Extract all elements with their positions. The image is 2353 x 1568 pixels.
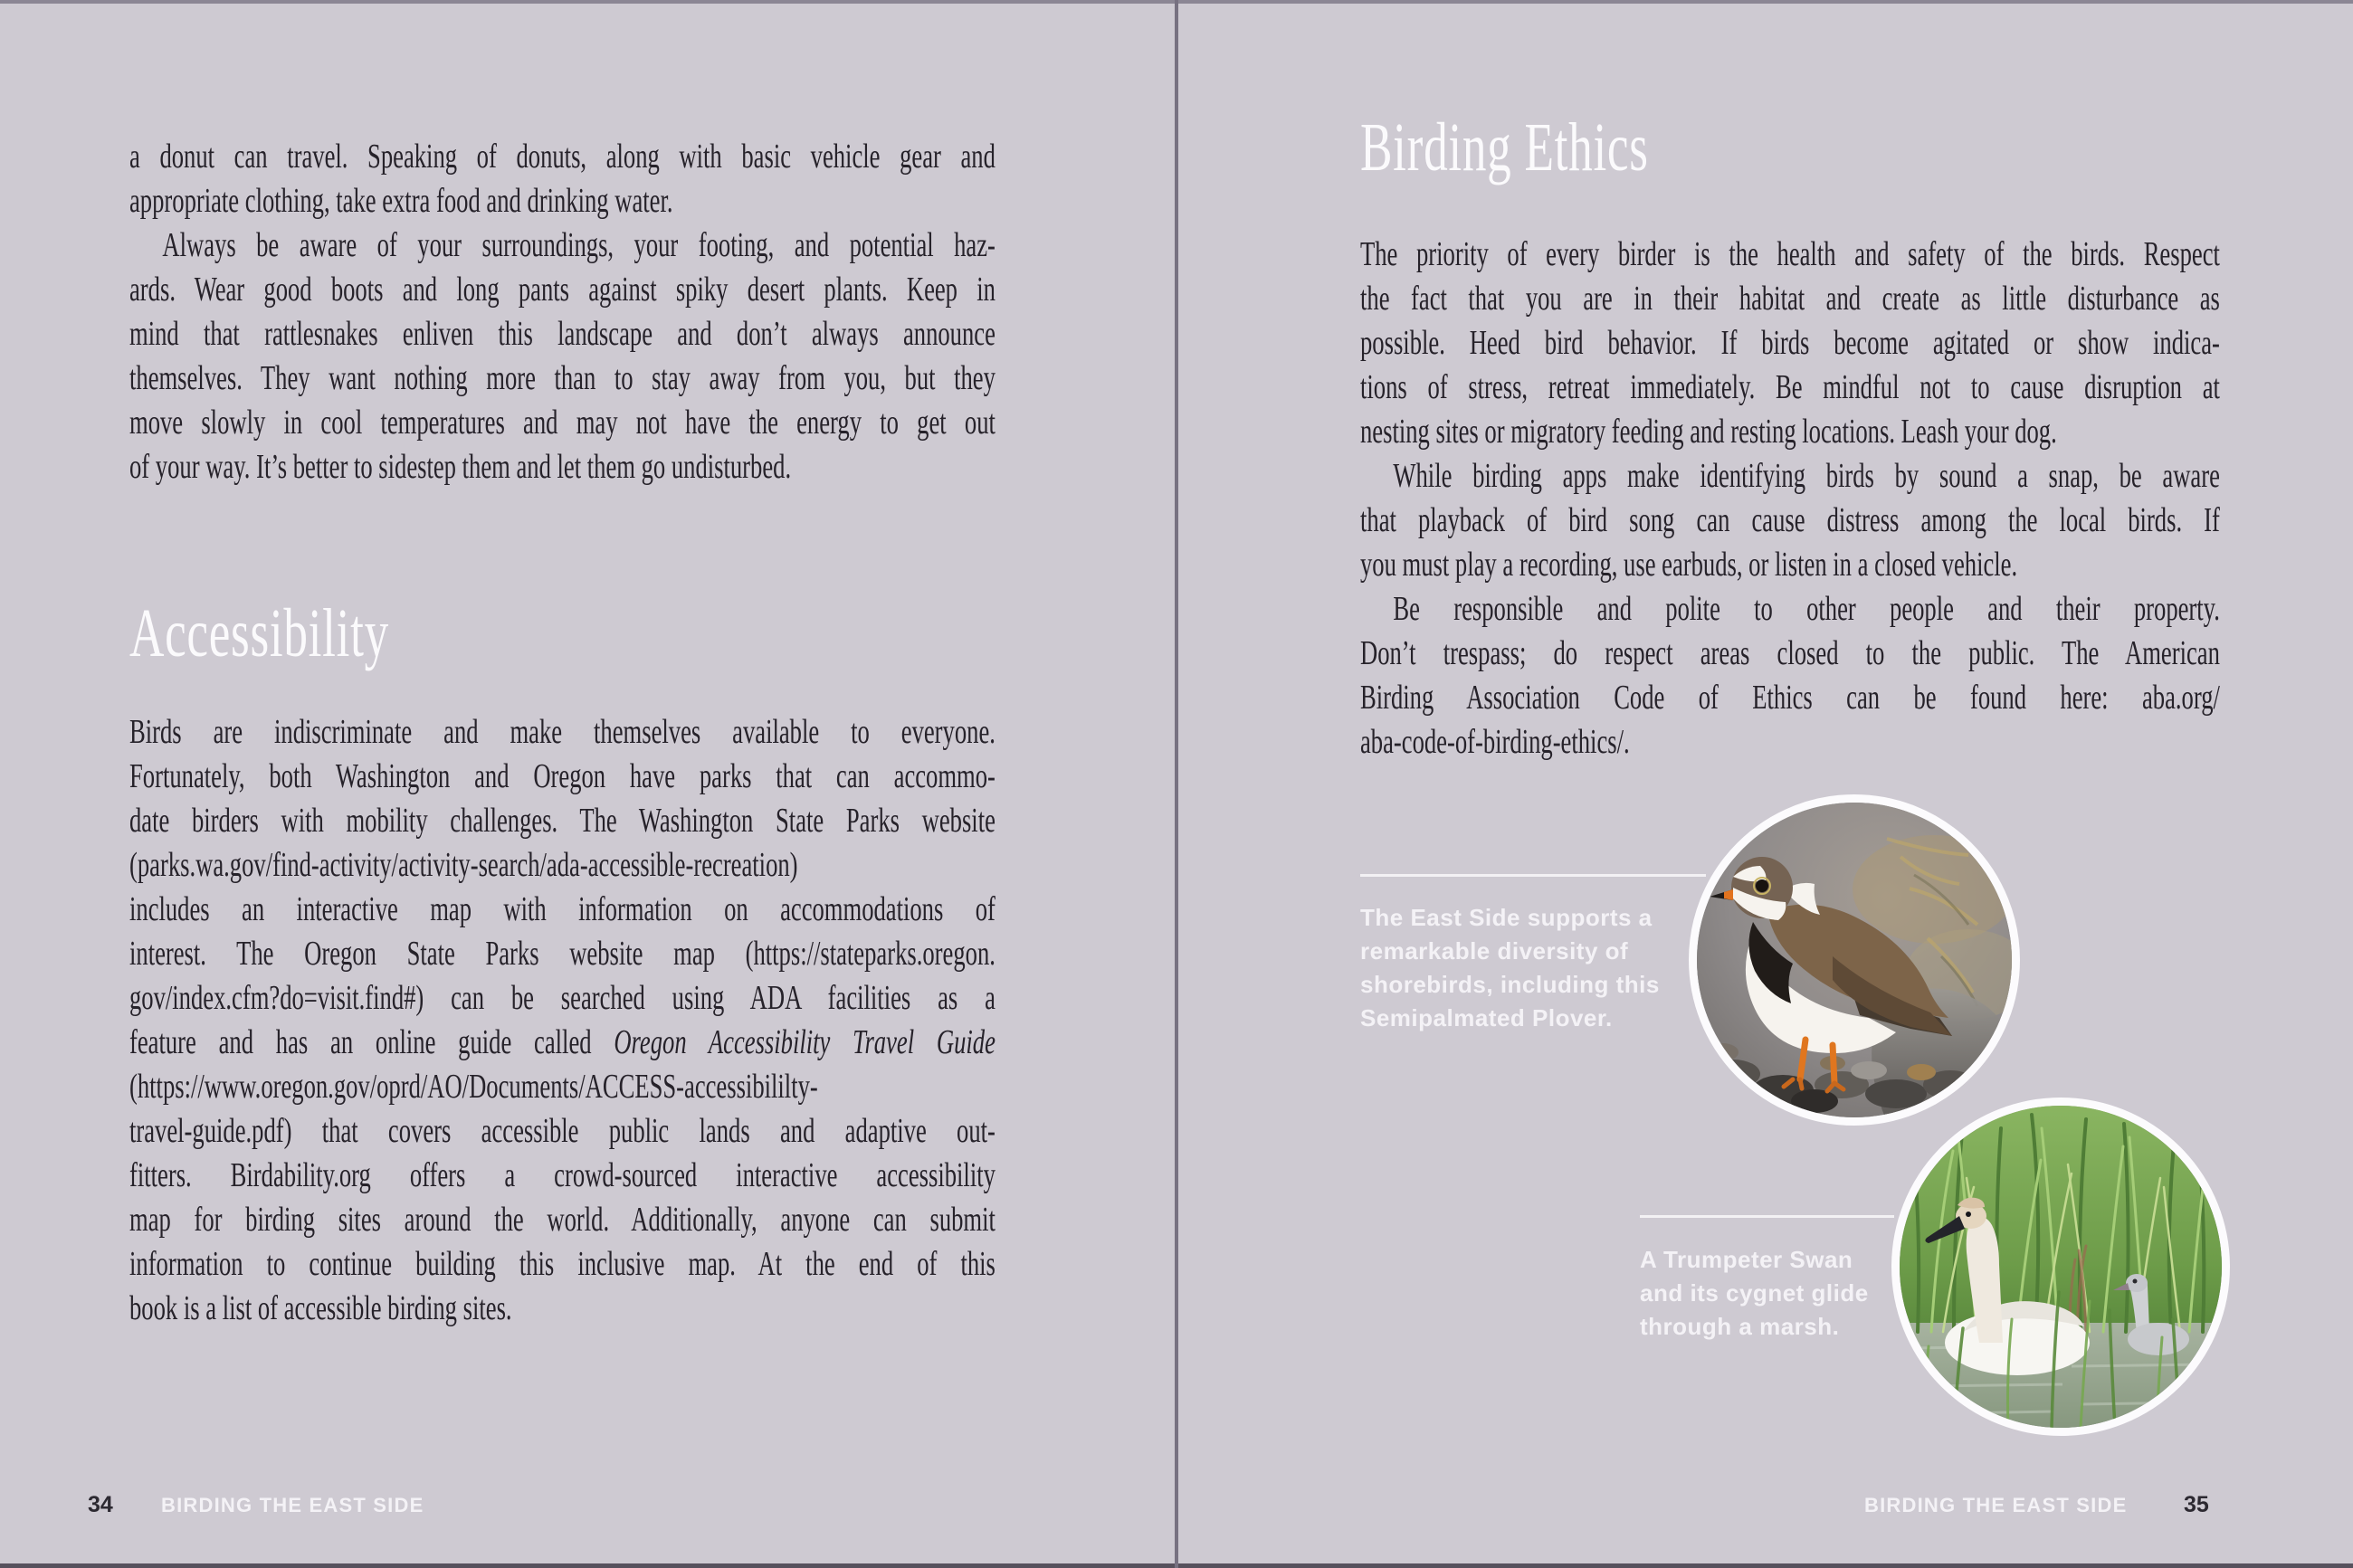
text-line: remarkable diversity of bbox=[1360, 937, 1629, 965]
text-line: a donut can travel. Speaking of donuts, along with basic vehicle gear and bbox=[129, 138, 996, 176]
caption-rule-swan bbox=[1640, 1215, 1894, 1218]
text-line: aba-code-of-birding-ethics/. bbox=[1360, 723, 1630, 761]
text-line: shorebirds, including this bbox=[1360, 971, 1660, 998]
right-page-number: 35 bbox=[2184, 1492, 2209, 1517]
text-line: information to continue building this inclusive map. At the end of this bbox=[129, 1245, 996, 1283]
text-line: includes an interactive map with information on accommodations of bbox=[129, 890, 996, 928]
birding-ethics-section-heading: Birding Ethics bbox=[1360, 109, 1649, 185]
trumpeter-swan-photo bbox=[1891, 1098, 2230, 1436]
text-line: Birding Association Code of Ethics can be found here: aba.org/ bbox=[1360, 679, 2220, 717]
semipalmated-plover-illustration bbox=[1697, 803, 2012, 1117]
text-line: gov/index.cfm?do=visit.find#) can be searched using ADA facilities as a bbox=[129, 979, 996, 1017]
text-line: appropriate clothing, take extra food and drinking water. bbox=[129, 182, 673, 220]
left-page-number: 34 bbox=[88, 1492, 113, 1517]
text-line: through a marsh. bbox=[1640, 1313, 1840, 1340]
left-page-text-column bbox=[129, 135, 996, 1331]
text-line: Fortunately, both Washington and Oregon have parks that can accommo- bbox=[129, 757, 996, 795]
caption-rule-plover bbox=[1360, 874, 1706, 877]
left-running-title: BIRDING THE EAST SIDE bbox=[161, 1494, 424, 1516]
text-line: Birds are indiscriminate and make themselves available to everyone. bbox=[129, 713, 996, 751]
text-line: possible. Heed bird behavior. If birds become agitated or show indica- bbox=[1360, 324, 2220, 362]
text-line: the fact that you are in their habitat and create as little disturbance as bbox=[1360, 280, 2220, 318]
text-line: and its cygnet glide bbox=[1640, 1279, 1869, 1307]
right-running-title: BIRDING THE EAST SIDE bbox=[1864, 1494, 2128, 1516]
text-line: themselves. They want nothing more than to stay away from you, but they bbox=[129, 359, 996, 397]
text-line: nesting sites or migratory feeding and resting locations. Leash your dog. bbox=[1360, 413, 2057, 451]
text-line: that playback of bird song can cause distress among the local birds. If bbox=[1360, 501, 2220, 539]
left-body-paragraphs-1 bbox=[129, 135, 996, 489]
semipalmated-plover-photo bbox=[1689, 794, 2020, 1126]
accessibility-section-heading: Accessibility bbox=[129, 595, 389, 671]
left-body-paragraphs-2 bbox=[129, 710, 996, 1331]
text-line: Be responsible and polite to other people and their property. bbox=[1393, 590, 2220, 628]
text-line: feature and has an online guide called Oregon Accessibility Travel Guide bbox=[129, 1023, 996, 1061]
text-line: you must play a recording, use earbuds, or listen in a closed vehicle. bbox=[1360, 546, 2018, 584]
text-line: mind that rattlesnakes enliven this landscape and don’t always announce bbox=[129, 315, 996, 353]
text-line: book is a list of accessible birding sites. bbox=[129, 1289, 512, 1327]
text-line: (parks.wa.gov/find-activity/activity-search/ada-accessible-recreation) bbox=[129, 846, 798, 884]
text-line: tions of stress, retreat immediately. Be mindful not to cause disruption at bbox=[1360, 368, 2220, 406]
text-line: A Trumpeter Swan bbox=[1640, 1246, 1853, 1273]
text-line: date birders with mobility challenges. The Washington State Parks website bbox=[129, 802, 996, 840]
trumpeter-swan-illustration bbox=[1900, 1106, 2222, 1428]
text-line: interest. The Oregon State Parks website map (https://stateparks.oregon. bbox=[129, 935, 996, 973]
page-gutter-divider bbox=[1175, 0, 1178, 1568]
text-line: ards. Wear good boots and long pants against spiky desert plants. Keep in bbox=[129, 271, 996, 309]
text-line: The East Side supports a bbox=[1360, 904, 1653, 931]
right-page-text-column bbox=[1360, 109, 2220, 765]
text-line: of your way. It’s better to sidestep them and let them go undisturbed. bbox=[129, 448, 792, 486]
text-line: Semipalmated Plover. bbox=[1360, 1004, 1613, 1031]
text-line: map for birding sites around the world. Additionally, anyone can submit bbox=[129, 1201, 996, 1239]
right-body-paragraphs bbox=[1360, 233, 2220, 765]
text-line: The priority of every birder is the health and safety of the birds. Respect bbox=[1360, 235, 2220, 273]
plover-caption bbox=[1360, 901, 1722, 1035]
text-line: fitters. Birdability.org offers a crowd-sourced interactive accessibility bbox=[129, 1156, 996, 1194]
text-line: (https://www.oregon.gov/oprd/AO/Documents/ACCESS-accessibililty- bbox=[129, 1068, 818, 1106]
text-line: While birding apps make identifying birds by sound a snap, be aware bbox=[1393, 457, 2220, 495]
text-line: move slowly in cool temperatures and may not have the energy to get out bbox=[129, 404, 996, 442]
text-line: travel-guide.pdf) that covers accessible public lands and adaptive out- bbox=[129, 1112, 996, 1150]
text-line: Always be aware of your surroundings, your footing, and potential haz- bbox=[162, 226, 996, 264]
text-line: Don’t trespass; do respect areas closed to the public. The American bbox=[1360, 634, 2220, 672]
